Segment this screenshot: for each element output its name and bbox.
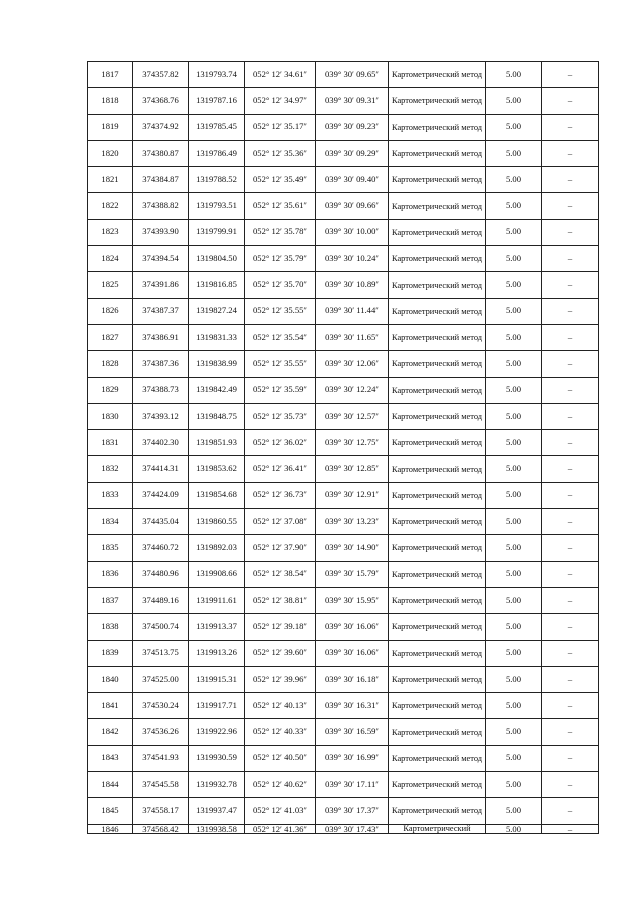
longitude-cell: 039° 30′ 15.79″ [316,561,389,587]
latitude-cell: 052° 12′ 38.81″ [245,587,316,613]
y-coordinate-cell: 1319915.31 [189,666,245,692]
x-coordinate-cell: 374558.17 [133,798,189,824]
y-coordinate-cell: 1319922.96 [189,719,245,745]
method-cell: Картометрический метод [389,798,486,824]
method-cell: Картометрический метод [389,167,486,193]
table-row [88,272,599,298]
table-row [88,509,599,535]
longitude-cell: 039° 30′ 10.89″ [316,272,389,298]
dash-cell: – [542,324,599,350]
table-row [88,772,599,798]
longitude-cell: 039° 30′ 12.57″ [316,403,389,429]
table-row [88,114,599,140]
table-row [88,246,599,272]
y-coordinate-cell: 1319831.33 [189,324,245,350]
latitude-cell: 052° 12′ 37.90″ [245,535,316,561]
point-number-cell: 1824 [88,246,133,272]
latitude-cell: 052° 12′ 39.18″ [245,614,316,640]
accuracy-cell: 5.00 [486,140,542,166]
table-row [88,482,599,508]
accuracy-cell: 5.00 [486,614,542,640]
longitude-cell: 039° 30′ 14.90″ [316,535,389,561]
x-coordinate-cell: 374568.42 [133,824,189,833]
x-coordinate-cell: 374513.75 [133,640,189,666]
dash-cell: – [542,351,599,377]
latitude-cell: 052° 12′ 36.73″ [245,482,316,508]
latitude-cell: 052° 12′ 40.13″ [245,693,316,719]
latitude-cell: 052° 12′ 41.36″ [245,824,316,833]
longitude-cell: 039° 30′ 09.23″ [316,114,389,140]
x-coordinate-cell: 374380.87 [133,140,189,166]
latitude-cell: 052° 12′ 35.17″ [245,114,316,140]
method-cell: Картометрический метод [389,535,486,561]
point-number-cell: 1833 [88,482,133,508]
dash-cell: – [542,114,599,140]
longitude-cell: 039° 30′ 09.40″ [316,167,389,193]
point-number-cell: 1835 [88,535,133,561]
method-cell: Картометрический [389,824,486,833]
dash-cell: – [542,614,599,640]
point-number-cell: 1829 [88,377,133,403]
method-cell: Картометрический метод [389,219,486,245]
method-cell: Картометрический метод [389,403,486,429]
method-cell: Картометрический метод [389,272,486,298]
point-number-cell: 1844 [88,772,133,798]
latitude-cell: 052° 12′ 35.78″ [245,219,316,245]
longitude-cell: 039° 30′ 12.75″ [316,430,389,456]
latitude-cell: 052° 12′ 35.59″ [245,377,316,403]
accuracy-cell: 5.00 [486,62,542,88]
dash-cell: – [542,219,599,245]
latitude-cell: 052° 12′ 35.70″ [245,272,316,298]
x-coordinate-cell: 374386.91 [133,324,189,350]
point-number-cell: 1818 [88,88,133,114]
table-row [88,430,599,456]
table-row [88,719,599,745]
point-number-cell: 1839 [88,640,133,666]
x-coordinate-cell: 374435.04 [133,509,189,535]
coordinates-table [87,61,599,834]
longitude-cell: 039° 30′ 12.85″ [316,456,389,482]
latitude-cell: 052° 12′ 36.41″ [245,456,316,482]
y-coordinate-cell: 1319793.51 [189,193,245,219]
dash-cell: – [542,509,599,535]
latitude-cell: 052° 12′ 36.02″ [245,430,316,456]
dash-cell: – [542,798,599,824]
dash-cell: – [542,246,599,272]
accuracy-cell: 5.00 [486,640,542,666]
point-number-cell: 1825 [88,272,133,298]
method-cell: Картометрический метод [389,377,486,403]
dash-cell: – [542,587,599,613]
accuracy-cell: 5.00 [486,114,542,140]
dash-cell: – [542,640,599,666]
table-row [88,219,599,245]
y-coordinate-cell: 1319913.37 [189,614,245,640]
dash-cell: – [542,824,599,833]
table-row [88,403,599,429]
x-coordinate-cell: 374424.09 [133,482,189,508]
method-cell: Картометрический метод [389,351,486,377]
table-row [88,351,599,377]
point-number-cell: 1845 [88,798,133,824]
y-coordinate-cell: 1319892.03 [189,535,245,561]
table-row [88,824,599,833]
latitude-cell: 052° 12′ 34.97″ [245,88,316,114]
x-coordinate-cell: 374374.92 [133,114,189,140]
x-coordinate-cell: 374541.93 [133,745,189,771]
method-cell: Картометрический метод [389,482,486,508]
y-coordinate-cell: 1319799.91 [189,219,245,245]
longitude-cell: 039° 30′ 16.59″ [316,719,389,745]
dash-cell: – [542,193,599,219]
y-coordinate-cell: 1319860.55 [189,509,245,535]
longitude-cell: 039° 30′ 11.65″ [316,324,389,350]
latitude-cell: 052° 12′ 35.73″ [245,403,316,429]
accuracy-cell: 5.00 [486,772,542,798]
y-coordinate-cell: 1319786.49 [189,140,245,166]
accuracy-cell: 5.00 [486,246,542,272]
x-coordinate-cell: 374480.96 [133,561,189,587]
y-coordinate-cell: 1319853.62 [189,456,245,482]
method-cell: Картометрический метод [389,324,486,350]
latitude-cell: 052° 12′ 40.33″ [245,719,316,745]
x-coordinate-cell: 374414.31 [133,456,189,482]
longitude-cell: 039° 30′ 10.24″ [316,246,389,272]
dash-cell: – [542,377,599,403]
method-cell: Картометрический метод [389,430,486,456]
method-cell: Картометрический метод [389,62,486,88]
y-coordinate-cell: 1319793.74 [189,62,245,88]
longitude-cell: 039° 30′ 17.37″ [316,798,389,824]
point-number-cell: 1836 [88,561,133,587]
point-number-cell: 1819 [88,114,133,140]
table-row [88,614,599,640]
longitude-cell: 039° 30′ 16.06″ [316,640,389,666]
table-row [88,693,599,719]
x-coordinate-cell: 374489.16 [133,587,189,613]
x-coordinate-cell: 374393.12 [133,403,189,429]
method-cell: Картометрический метод [389,719,486,745]
longitude-cell: 039° 30′ 11.44″ [316,298,389,324]
y-coordinate-cell: 1319930.59 [189,745,245,771]
table-row [88,193,599,219]
point-number-cell: 1838 [88,614,133,640]
dash-cell: – [542,561,599,587]
longitude-cell: 039° 30′ 16.31″ [316,693,389,719]
longitude-cell: 039° 30′ 09.66″ [316,193,389,219]
method-cell: Картометрический метод [389,88,486,114]
point-number-cell: 1827 [88,324,133,350]
y-coordinate-cell: 1319913.26 [189,640,245,666]
x-coordinate-cell: 374387.37 [133,298,189,324]
accuracy-cell: 5.00 [486,324,542,350]
latitude-cell: 052° 12′ 34.61″ [245,62,316,88]
y-coordinate-cell: 1319848.75 [189,403,245,429]
x-coordinate-cell: 374530.24 [133,693,189,719]
method-cell: Картометрический метод [389,640,486,666]
accuracy-cell: 5.00 [486,719,542,745]
accuracy-cell: 5.00 [486,298,542,324]
accuracy-cell: 5.00 [486,587,542,613]
latitude-cell: 052° 12′ 35.54″ [245,324,316,350]
dash-cell: – [542,719,599,745]
accuracy-cell: 5.00 [486,666,542,692]
latitude-cell: 052° 12′ 35.61″ [245,193,316,219]
method-cell: Картометрический метод [389,693,486,719]
accuracy-cell: 5.00 [486,351,542,377]
table-row [88,535,599,561]
point-number-cell: 1821 [88,167,133,193]
y-coordinate-cell: 1319854.68 [189,482,245,508]
accuracy-cell: 5.00 [486,693,542,719]
y-coordinate-cell: 1319938.58 [189,824,245,833]
method-cell: Картометрический метод [389,666,486,692]
latitude-cell: 052° 12′ 37.08″ [245,509,316,535]
longitude-cell: 039° 30′ 10.00″ [316,219,389,245]
y-coordinate-cell: 1319911.61 [189,587,245,613]
point-number-cell: 1826 [88,298,133,324]
longitude-cell: 039° 30′ 12.24″ [316,377,389,403]
table-row [88,587,599,613]
accuracy-cell: 5.00 [486,272,542,298]
accuracy-cell: 5.00 [486,745,542,771]
dash-cell: – [542,456,599,482]
longitude-cell: 039° 30′ 17.43″ [316,824,389,833]
longitude-cell: 039° 30′ 16.06″ [316,614,389,640]
accuracy-cell: 5.00 [486,509,542,535]
x-coordinate-cell: 374536.26 [133,719,189,745]
dash-cell: – [542,482,599,508]
dash-cell: – [542,88,599,114]
dash-cell: – [542,430,599,456]
table-row [88,561,599,587]
longitude-cell: 039° 30′ 12.06″ [316,351,389,377]
method-cell: Картометрический метод [389,509,486,535]
x-coordinate-cell: 374394.54 [133,246,189,272]
latitude-cell: 052° 12′ 39.96″ [245,666,316,692]
x-coordinate-cell: 374368.76 [133,88,189,114]
y-coordinate-cell: 1319932.78 [189,772,245,798]
method-cell: Картометрический метод [389,456,486,482]
x-coordinate-cell: 374384.87 [133,167,189,193]
y-coordinate-cell: 1319917.71 [189,693,245,719]
point-number-cell: 1842 [88,719,133,745]
accuracy-cell: 5.00 [486,561,542,587]
method-cell: Картометрический метод [389,587,486,613]
latitude-cell: 052° 12′ 40.62″ [245,772,316,798]
table-row [88,324,599,350]
table-row [88,167,599,193]
method-cell: Картометрический метод [389,193,486,219]
method-cell: Картометрический метод [389,140,486,166]
x-coordinate-cell: 374393.90 [133,219,189,245]
accuracy-cell: 5.00 [486,824,542,833]
point-number-cell: 1834 [88,509,133,535]
longitude-cell: 039° 30′ 09.29″ [316,140,389,166]
table-row [88,666,599,692]
longitude-cell: 039° 30′ 15.95″ [316,587,389,613]
longitude-cell: 039° 30′ 16.18″ [316,666,389,692]
point-number-cell: 1820 [88,140,133,166]
method-cell: Картометрический метод [389,745,486,771]
y-coordinate-cell: 1319804.50 [189,246,245,272]
dash-cell: – [542,272,599,298]
method-cell: Картометрический метод [389,614,486,640]
method-cell: Картометрический метод [389,772,486,798]
longitude-cell: 039° 30′ 12.91″ [316,482,389,508]
table-row [88,298,599,324]
point-number-cell: 1841 [88,693,133,719]
dash-cell: – [542,745,599,771]
y-coordinate-cell: 1319842.49 [189,377,245,403]
y-coordinate-cell: 1319851.93 [189,430,245,456]
point-number-cell: 1817 [88,62,133,88]
latitude-cell: 052° 12′ 40.50″ [245,745,316,771]
x-coordinate-cell: 374388.82 [133,193,189,219]
dash-cell: – [542,666,599,692]
point-number-cell: 1828 [88,351,133,377]
latitude-cell: 052° 12′ 35.49″ [245,167,316,193]
accuracy-cell: 5.00 [486,482,542,508]
x-coordinate-cell: 374460.72 [133,535,189,561]
point-number-cell: 1831 [88,430,133,456]
y-coordinate-cell: 1319788.52 [189,167,245,193]
table-row [88,140,599,166]
dash-cell: – [542,62,599,88]
x-coordinate-cell: 374391.86 [133,272,189,298]
longitude-cell: 039° 30′ 13.23″ [316,509,389,535]
accuracy-cell: 5.00 [486,403,542,429]
dash-cell: – [542,298,599,324]
method-cell: Картометрический метод [389,298,486,324]
x-coordinate-cell: 374525.00 [133,666,189,692]
table-row [88,88,599,114]
x-coordinate-cell: 374402.30 [133,430,189,456]
dash-cell: – [542,140,599,166]
point-number-cell: 1832 [88,456,133,482]
accuracy-cell: 5.00 [486,219,542,245]
latitude-cell: 052° 12′ 35.36″ [245,140,316,166]
x-coordinate-cell: 374500.74 [133,614,189,640]
y-coordinate-cell: 1319787.16 [189,88,245,114]
dash-cell: – [542,535,599,561]
accuracy-cell: 5.00 [486,193,542,219]
y-coordinate-cell: 1319827.24 [189,298,245,324]
table-row [88,745,599,771]
y-coordinate-cell: 1319908.66 [189,561,245,587]
y-coordinate-cell: 1319785.45 [189,114,245,140]
latitude-cell: 052° 12′ 35.55″ [245,351,316,377]
y-coordinate-cell: 1319816.85 [189,272,245,298]
table-row [88,62,599,88]
point-number-cell: 1823 [88,219,133,245]
dash-cell: – [542,772,599,798]
method-cell: Картометрический метод [389,561,486,587]
x-coordinate-cell: 374545.58 [133,772,189,798]
longitude-cell: 039° 30′ 09.31″ [316,88,389,114]
point-number-cell: 1830 [88,403,133,429]
x-coordinate-cell: 374387.36 [133,351,189,377]
accuracy-cell: 5.00 [486,377,542,403]
table-row [88,377,599,403]
accuracy-cell: 5.00 [486,167,542,193]
longitude-cell: 039° 30′ 16.99″ [316,745,389,771]
longitude-cell: 039° 30′ 09.65″ [316,62,389,88]
method-cell: Картометрический метод [389,114,486,140]
point-number-cell: 1837 [88,587,133,613]
x-coordinate-cell: 374388.73 [133,377,189,403]
point-number-cell: 1843 [88,745,133,771]
latitude-cell: 052° 12′ 39.60″ [245,640,316,666]
latitude-cell: 052° 12′ 41.03″ [245,798,316,824]
table-row [88,640,599,666]
dash-cell: – [542,403,599,429]
latitude-cell: 052° 12′ 38.54″ [245,561,316,587]
table-body [88,62,599,834]
method-cell: Картометрический метод [389,246,486,272]
point-number-cell: 1846 [88,824,133,833]
accuracy-cell: 5.00 [486,798,542,824]
accuracy-cell: 5.00 [486,430,542,456]
accuracy-cell: 5.00 [486,535,542,561]
latitude-cell: 052° 12′ 35.79″ [245,246,316,272]
y-coordinate-cell: 1319937.47 [189,798,245,824]
table-row [88,798,599,824]
latitude-cell: 052° 12′ 35.55″ [245,298,316,324]
point-number-cell: 1822 [88,193,133,219]
longitude-cell: 039° 30′ 17.11″ [316,772,389,798]
dash-cell: – [542,167,599,193]
y-coordinate-cell: 1319838.99 [189,351,245,377]
table-row [88,456,599,482]
point-number-cell: 1840 [88,666,133,692]
accuracy-cell: 5.00 [486,88,542,114]
x-coordinate-cell: 374357.82 [133,62,189,88]
accuracy-cell: 5.00 [486,456,542,482]
dash-cell: – [542,693,599,719]
